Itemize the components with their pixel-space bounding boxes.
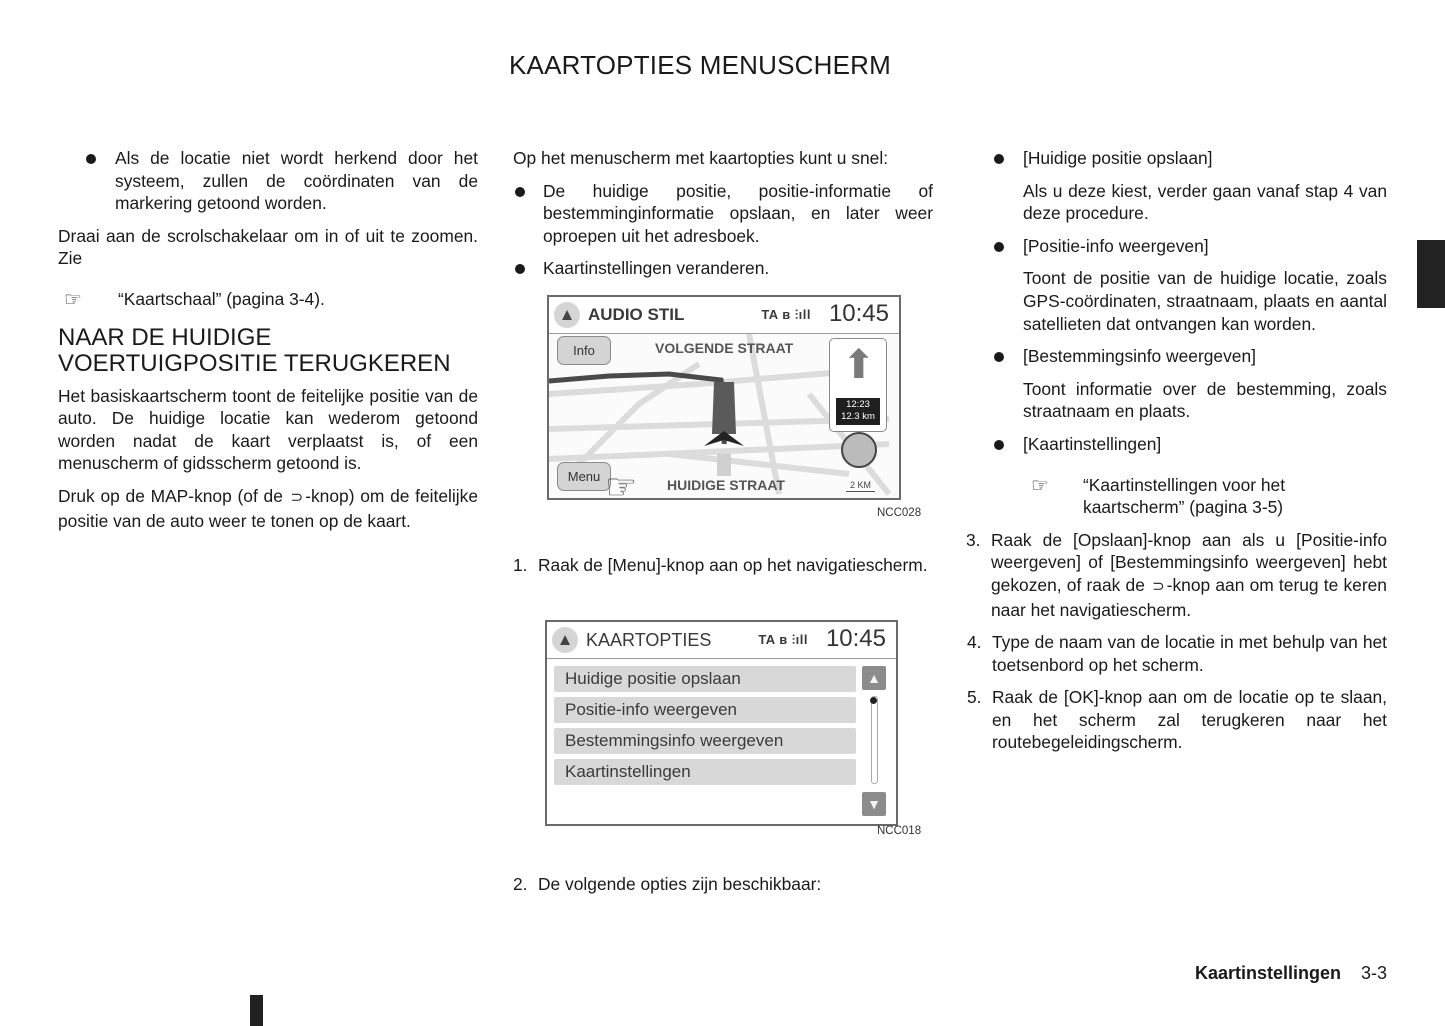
options-menu bbox=[554, 666, 856, 790]
option-description: Toont informatie over de bestemming, zoals straatnaam en plaats. bbox=[1023, 378, 1387, 422]
paragraph: Het basiskaartscherm toont de feitelijke positie van de auto. De huidige locatie kan wederom getoond worden nadat de kaart verplaatst is, of een menuscherm of gidsscherm getoond is. bbox=[58, 385, 478, 474]
route-segment bbox=[712, 382, 736, 434]
bullet-icon bbox=[994, 352, 1004, 362]
step-text: Raak de [Menu]-knop aan op het navigatiescherm. bbox=[538, 555, 928, 575]
navigation-logo-icon: ▲ bbox=[552, 627, 578, 653]
clock: 10:45 bbox=[828, 300, 889, 327]
bullet-icon bbox=[994, 154, 1004, 164]
option-description: Toont de positie van de huidige locatie, zoals GPS-coördinaten, straatnaam, plaats en aantal satellieten dat ontvangen kan worden. bbox=[1023, 268, 1387, 334]
menu-item-save-position[interactable]: Huidige positie opslaan bbox=[554, 666, 856, 692]
scrollbar[interactable] bbox=[860, 664, 888, 818]
step-5: 5. Raak de [OK]-knop aan om de locatie op te slaan, en het scherm zal terugkeren naar het routebegeleidingscherm. bbox=[967, 687, 1387, 753]
menu-item-destination-info[interactable]: Bestemmingsinfo weergeven bbox=[554, 728, 856, 754]
intro-text: Op het menuscherm met kaartopties kunt u snel: bbox=[513, 148, 889, 168]
bullet-item: Kaartinstellingen veranderen. bbox=[513, 257, 933, 280]
straight-arrow-icon: ⬆ bbox=[842, 343, 876, 387]
step-text: De volgende opties zijn beschikbaar: bbox=[538, 874, 822, 894]
map-scale: 2 KM bbox=[846, 480, 875, 492]
scroll-up-icon[interactable]: ▲ bbox=[862, 666, 886, 690]
step-number: 1. bbox=[513, 555, 528, 575]
page-number: 3-3 bbox=[1360, 963, 1387, 983]
option-item: [Positie-info weergeven] bbox=[967, 235, 1387, 258]
paragraph-map-button: Druk op de MAP-knop (of de ⊃ -knop) om de feitelijke positie van de auto weer te tonen op de kaart. bbox=[58, 485, 478, 531]
menu-button[interactable]: Menu bbox=[557, 462, 611, 491]
pointing-hand-icon: ☞ bbox=[1031, 474, 1049, 497]
bullet-icon bbox=[515, 187, 525, 197]
step-number: 2. bbox=[513, 874, 528, 894]
option-item: [Huidige positie opslaan] bbox=[967, 147, 1387, 170]
menu-item-map-settings[interactable]: Kaartinstellingen bbox=[554, 759, 856, 785]
scroll-track[interactable] bbox=[871, 696, 878, 784]
menu-item-position-info[interactable]: Positie-info weergeven bbox=[554, 697, 856, 723]
step-3: 3. Raak de [Opslaan]-knop aan als u [Positie-info weergeven] of [Bestemmingsinfo weergeven] hebt gekozen, of raak de ⊃ -knop aan om terug te keren naar het navigatiescherm. bbox=[966, 529, 1387, 620]
navigation-screen-figure bbox=[547, 295, 901, 500]
screen-title: AUDIO STIL bbox=[588, 305, 685, 324]
current-street-label: HUIDIGE STRAAT bbox=[667, 477, 785, 493]
scroll-down-icon[interactable]: ▼ bbox=[862, 792, 886, 816]
page-footer bbox=[1195, 963, 1387, 984]
chapter-tab-marker bbox=[1417, 240, 1445, 308]
pointing-hand-icon: ☞ bbox=[64, 288, 82, 311]
reference-text: “Kaartinstellingen voor het kaartscherm” (pagina 3-5) bbox=[1083, 474, 1286, 518]
screen-title: KAARTOPTIES bbox=[586, 629, 712, 650]
eta-time: 12:23 bbox=[846, 399, 870, 410]
bullet-icon bbox=[994, 242, 1004, 252]
back-icon: ⊃ bbox=[1152, 577, 1165, 595]
eta-distance: 12.3 km bbox=[841, 411, 875, 422]
status-icons: TA ʙ ⫶ıll bbox=[758, 632, 808, 647]
map-options-screen-figure bbox=[545, 620, 898, 826]
bullet-icon bbox=[86, 154, 96, 164]
column-middle bbox=[513, 147, 933, 290]
zoom-paragraph: Draai aan de scrolschakelaar om in of uit te zoomen. Zie bbox=[58, 225, 478, 269]
footer-section: Kaartinstellingen bbox=[1194, 963, 1341, 983]
step-1 bbox=[513, 554, 933, 587]
scroll-thumb[interactable] bbox=[870, 697, 877, 704]
clock: 10:45 bbox=[825, 625, 886, 652]
bullet-item: De huidige positie, positie-informatie of bestemminginformatie opslaan, en later weer oproepen uit het adresboek. bbox=[513, 180, 933, 248]
next-street-label: VOLGENDE STRAAT bbox=[655, 340, 794, 356]
bullet-item bbox=[58, 147, 478, 215]
map-area bbox=[549, 334, 899, 498]
eta-panel bbox=[836, 398, 880, 425]
step-4: 4. Type de naam van de locatie in met behulp van het toetsenbord op het scherm. bbox=[967, 632, 1387, 675]
status-icons: TA ʙ ⫶ıll bbox=[761, 307, 811, 322]
back-icon: ⊃ bbox=[290, 488, 304, 506]
option-item: [Kaartinstellingen] bbox=[967, 433, 1387, 456]
step-2 bbox=[513, 873, 933, 906]
figure-code: NCC028 bbox=[877, 507, 922, 519]
option-description: Als u deze kiest, verder gaan vanaf stap 4 van deze procedure. bbox=[1023, 180, 1387, 224]
crop-mark bbox=[250, 995, 263, 1026]
screen-header bbox=[549, 297, 899, 334]
screen-header bbox=[547, 622, 896, 659]
column-right bbox=[967, 147, 1387, 764]
bullet-icon bbox=[515, 264, 525, 274]
bullet-text: Als de locatie niet wordt herkend door het systeem, zullen de coördinaten van de markering getoond worden. bbox=[115, 148, 478, 214]
section-heading: NAAR DE HUIDIGE VOERTUIGPOSITIE TERUGKEREN bbox=[58, 323, 451, 377]
bullet-icon bbox=[994, 440, 1004, 450]
reference-kaartschaal[interactable] bbox=[58, 288, 478, 311]
guidance-box bbox=[829, 338, 887, 432]
column-left bbox=[58, 147, 478, 542]
info-button[interactable]: Info bbox=[557, 336, 611, 365]
compass-icon[interactable] bbox=[841, 432, 877, 468]
option-item: [Bestemmingsinfo weergeven] bbox=[967, 345, 1387, 368]
figure-code: NCC018 bbox=[877, 825, 922, 837]
reference-kaartinstellingen[interactable] bbox=[967, 474, 1387, 519]
page-title: KAARTOPTIES MENUSCHERM bbox=[509, 50, 891, 80]
touching-hand-icon: ☞ bbox=[605, 466, 638, 498]
navigation-logo-icon: ▲ bbox=[554, 302, 580, 328]
reference-text: “Kaartschaal” (pagina 3-4). bbox=[118, 288, 325, 309]
